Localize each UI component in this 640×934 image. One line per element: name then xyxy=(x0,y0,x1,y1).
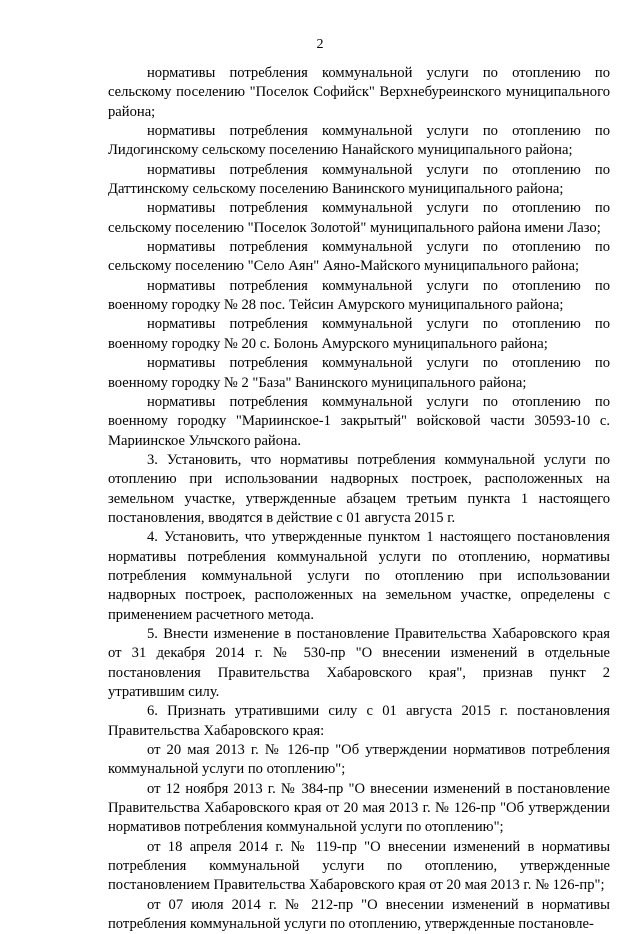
paragraph: нормативы потребления коммунальной услуги по отоплению по военному городку № 2 "База" Ванинского муниципального района; xyxy=(108,355,610,391)
paragraph: 5. Внести изменение в постановление Правительства Хабаровского края от 31 декабря 2014 г. № 530-пр "О внесении изменений в отдельные постановления Правительства Хабаровского края", признав пункт 2 утратившим силу. xyxy=(108,625,610,700)
paragraph: 6. Признать утратившими силу с 01 августа 2015 г. постановления Правительства Хабаровского края: xyxy=(108,703,610,739)
document-body xyxy=(108,64,610,934)
paragraph: нормативы потребления коммунальной услуги по отоплению по Даттинскому сельскому поселению Ванинского муниципального района; xyxy=(108,161,610,198)
paragraph: нормативы потребления коммунальной услуги по отоплению по военному городку "Мариинское-1 закрытый" войсковой части 30593-10 с. Мариинское Ульчского района. xyxy=(108,393,610,449)
paragraph: 3. Установить, что нормативы потребления коммунальной услуги по отоплению при использовании надворных построек, расположенных на земельном участке, утвержденные абзацем третьим пункта 1 настоящего постановления, вводятся в действие с 01 августа 2015 г. xyxy=(108,451,610,526)
paragraph: от 18 апреля 2014 г. № 119-пр "О внесении изменений в нормативы потребления коммунальной услуги по отоплению, утвержденные постановлением Правительства Хабаровского края от 20 мая 2013 г. № 126-пр"; xyxy=(108,838,610,894)
paragraph: нормативы потребления коммунальной услуги по отоплению по сельскому поселению "Поселок Софийск" Верхнебуреинского муниципального района; xyxy=(108,65,610,120)
paragraph: от 20 мая 2013 г. № 126-пр "Об утверждении нормативов потребления коммунальной услуги по отоплению"; xyxy=(108,742,610,778)
paragraph: 4. Установить, что утвержденные пунктом 1 настоящего постановления нормативы потребления коммунальной услуги по отоплению, нормативы потребления коммунальной услуги по отоплению при использовании надворных построек, расположенных на земельном участке, определены с применением расчетного метода. xyxy=(108,529,610,623)
paragraph: от 07 июля 2014 г. № 212-пр "О внесении изменений в нормативы потребления коммунальной услуги по отоплению, утвержденные постановле- xyxy=(108,896,610,933)
paragraph: нормативы потребления коммунальной услуги по отоплению по сельскому поселению "Село Аян" Аяно-Майского муниципального района; xyxy=(108,239,610,275)
paragraph: нормативы потребления коммунальной услуги по отоплению по военному городку № 20 с. Болонь Амурского муниципального района; xyxy=(108,316,610,352)
paragraph: от 12 ноября 2013 г. № 384-пр "О внесении изменений в постановление Правительства Хабаровского края от 20 мая 2013 г. № 126-пр "Об утверждении нормативов потребления коммунальной услуги по отоплению"; xyxy=(108,780,610,836)
paragraph: нормативы потребления коммунальной услуги по отоплению по сельскому поселению "Поселок Золотой" муниципального района имени Лазо; xyxy=(108,200,610,236)
paragraph: нормативы потребления коммунальной услуги по отоплению по военному городку № 28 пос. Тейсин Амурского муниципального района; xyxy=(108,277,610,314)
paragraph: нормативы потребления коммунальной услуги по отоплению по Лидогинскому сельскому поселению Нанайского муниципального района; xyxy=(108,123,610,159)
page-number: 2 xyxy=(316,37,324,52)
